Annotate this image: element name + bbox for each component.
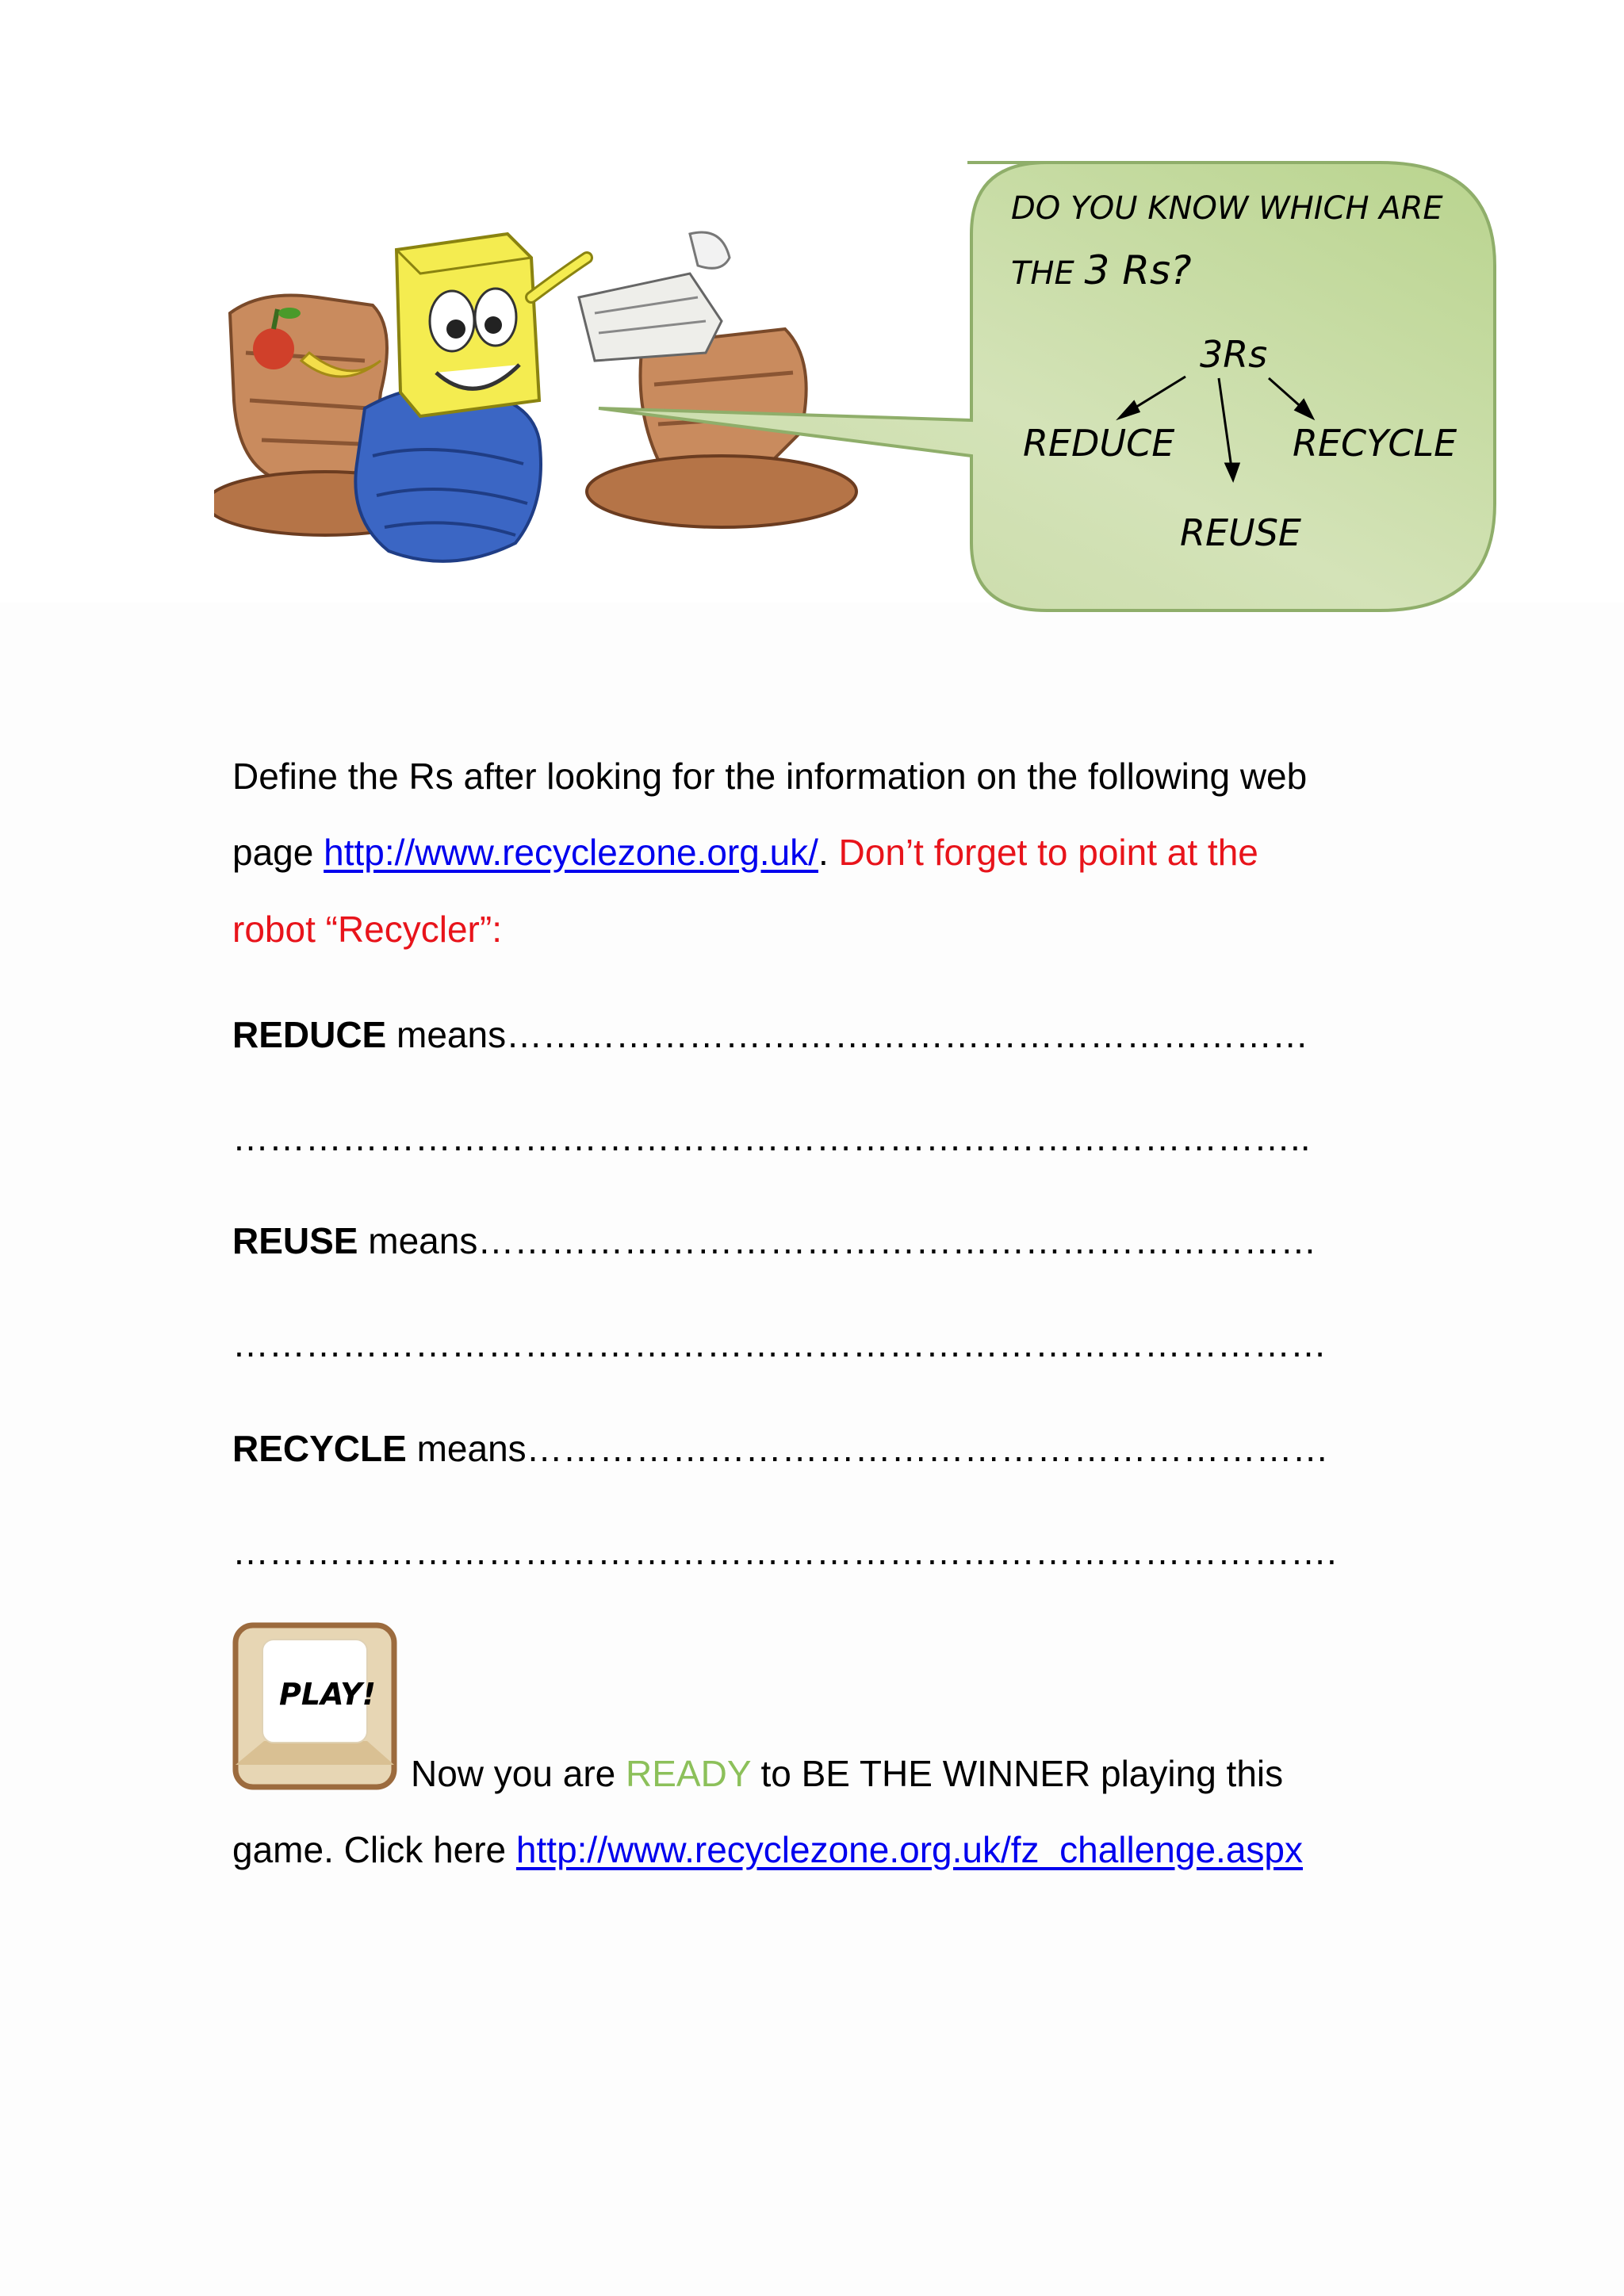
play-line1-b: to BE THE WINNER playing this (750, 1753, 1284, 1794)
recycle-means: means………………………………………………………… (406, 1428, 1329, 1469)
bubble-question-line1: DO YOU KNOW WHICH ARE (1011, 190, 1443, 227)
bubble-center-3rs: 3Rs (1200, 333, 1268, 376)
intro-reminder: Don’t forget to point at the (838, 832, 1258, 873)
play-button-label: PLAY! (279, 1677, 376, 1712)
reduce-means: means………………………………………………………… (386, 1014, 1309, 1055)
reduce-label: REDUCE (232, 1014, 387, 1055)
reuse-definition-line[interactable] (232, 1219, 1316, 1262)
reuse-means: means…………………………………………………………… (358, 1220, 1317, 1261)
intro-line1: Define the Rs after looking for the information on the following web (232, 756, 1308, 797)
play-line1 (411, 1752, 1283, 1795)
bubble-reuse: REUSE (1180, 511, 1301, 554)
reuse-definition-continued[interactable]: ……………………………………………………………………………… (232, 1323, 1327, 1364)
intro-line2-prefix: page (232, 832, 324, 873)
recyclezone-link[interactable]: http://www.recyclezone.org.uk/ (324, 832, 818, 873)
reduce-definition-line[interactable] (232, 1013, 1308, 1056)
recycle-definition-continued[interactable]: ………………………………………………………………………………. (232, 1531, 1337, 1572)
play-line2-a: game. Click here (232, 1829, 516, 1870)
intro-line2-period: . (818, 832, 839, 873)
intro-line2 (232, 831, 1258, 874)
play-line2 (232, 1828, 1303, 1871)
reduce-definition-continued[interactable]: …………………………………………………………………………….. (232, 1117, 1311, 1158)
intro-line3: robot “Recycler”: (232, 909, 502, 950)
bubble-recycle: RECYCLE (1293, 422, 1457, 465)
bubble-question-the: THE (1011, 255, 1074, 292)
apple (253, 328, 294, 369)
bubble-reduce: REDUCE (1023, 422, 1175, 465)
bubble-question-3rs: 3 Rs? (1084, 247, 1192, 293)
recycle-definition-line[interactable] (232, 1427, 1329, 1470)
challenge-link[interactable]: http://www.recyclezone.org.uk/fz_challenge.aspx (515, 1829, 1303, 1870)
bubble-question-line2 (1011, 247, 1192, 293)
play-line1-a: Now you are (411, 1753, 626, 1794)
recycle-label: RECYCLE (232, 1428, 407, 1469)
reuse-label: REUSE (232, 1220, 358, 1261)
ready-word: READY (626, 1753, 751, 1794)
